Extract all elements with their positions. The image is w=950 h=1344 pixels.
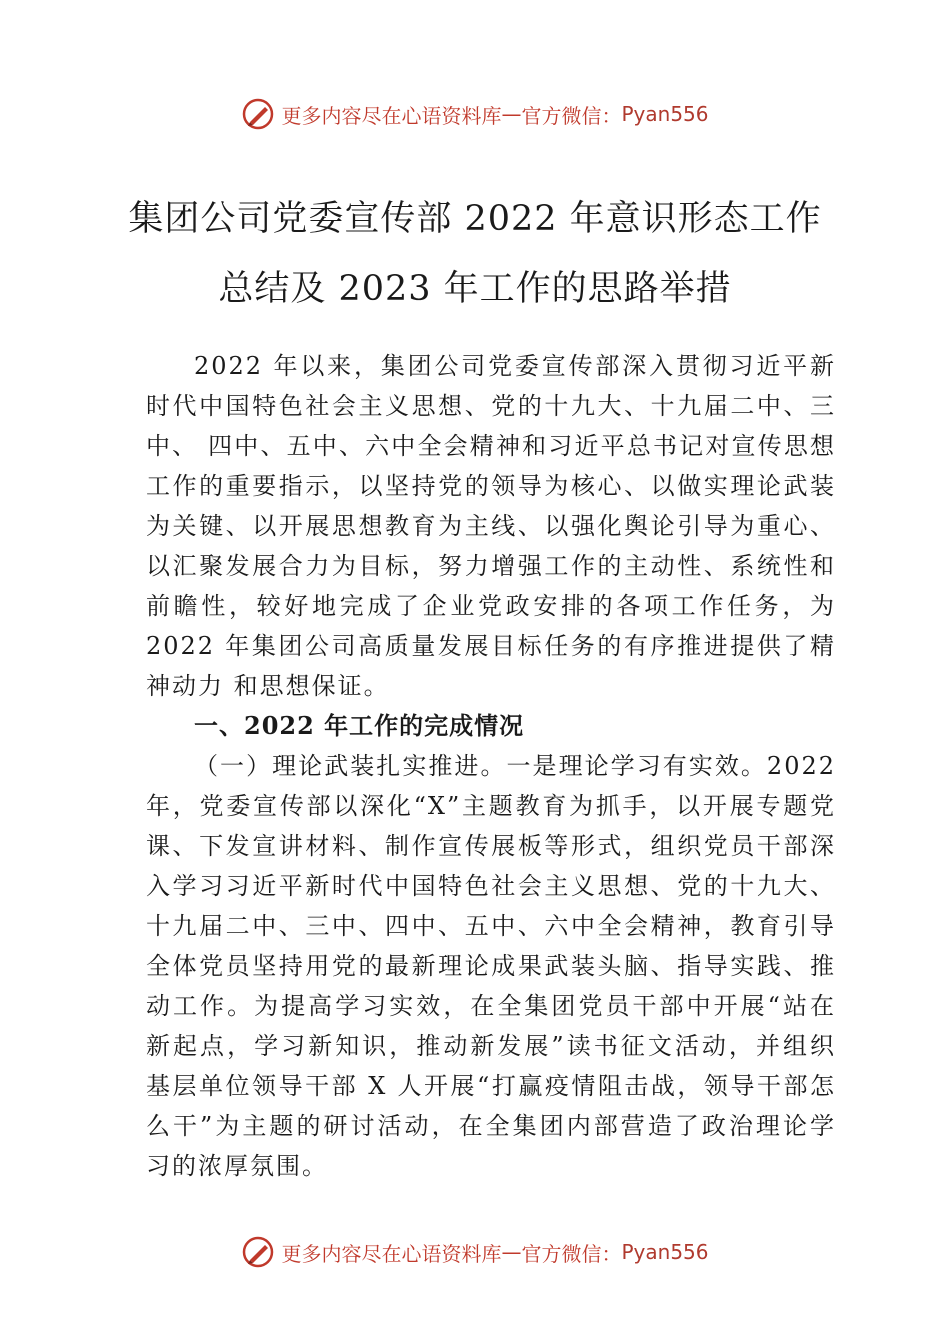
pen-logo-icon — [241, 1235, 275, 1269]
watermark-brand-text: 更多内容尽在心语资料库 — [281, 1241, 502, 1266]
section-paragraph — [146, 746, 836, 1186]
intro-paragraph: 2022 年以来，集团公司党委宣传部深入贯彻习近平新时代中国特色社会主义思想、党的十九大、十九届二中、三中、 四中、五中、六中全会精神和习近平总书记对宣传思想工作的重要指示，以坚持党的领导为核心、以做实理论武装为关键、以开展思想教育为主线、以强化舆论引导为重心、以汇聚发展合力为目标，努力增强工作的主动性、系统性和前瞻性，较好地完成了企业党政安排的各项工作任务，为 2022 年集团公司高质量发展目标任务的有序推进提供了精神动力 和思想保证。 — [146, 352, 836, 700]
watermark-banner-top — [0, 94, 950, 134]
watermark-wechat-id: Pyan556 — [621, 1240, 709, 1264]
watermark-separator: — — [501, 102, 522, 126]
watermark-wechat-id: Pyan556 — [621, 102, 709, 126]
document-title — [100, 184, 850, 324]
title-line-2: 总结及 2023 年工作的思路举措 — [218, 269, 732, 309]
document-body — [146, 346, 836, 1186]
subsection-body: 一是理论学习有实效。2022 年，党委宣传部以深化“X”主题教育为抓手，以开展专题党课、下发宣讲材料、制作宣传展板等形式，组织党员干部深入学习习近平新时代中国特色社会主义思想、党的十九大、十九届二中、三中、四中、五中、六中全会精神，教育引导全体党员坚持用党的最新理论成果武装头脑、指导实践、推动工作。为提高学习实效，在全集团党员干部中开展“站在新起点，学习新知识，推动新发展”读书征文活动，并组织基层单位领导干部 X 人开展“打赢疫情阻击战，领导干部怎么干”为主题的研讨活动，在全集团内部营造了政治理论学习的浓厚氛围。 — [146, 752, 837, 1180]
watermark-banner-bottom — [0, 1232, 950, 1272]
title-line-1: 集团公司党委宣传部 2022 年意识形态工作 — [128, 199, 822, 239]
watermark-wechat-label: 官方微信： — [521, 103, 622, 128]
watermark-wechat-label: 官方微信： — [521, 1241, 622, 1266]
watermark-separator: — — [501, 1240, 522, 1264]
pen-logo-icon — [241, 97, 275, 131]
watermark-brand-text: 更多内容尽在心语资料库 — [281, 103, 502, 128]
subsection-lead: （一）理论武装扎实推进。 — [194, 752, 507, 780]
section-heading: 一、2022 年工作的完成情况 — [194, 711, 525, 740]
